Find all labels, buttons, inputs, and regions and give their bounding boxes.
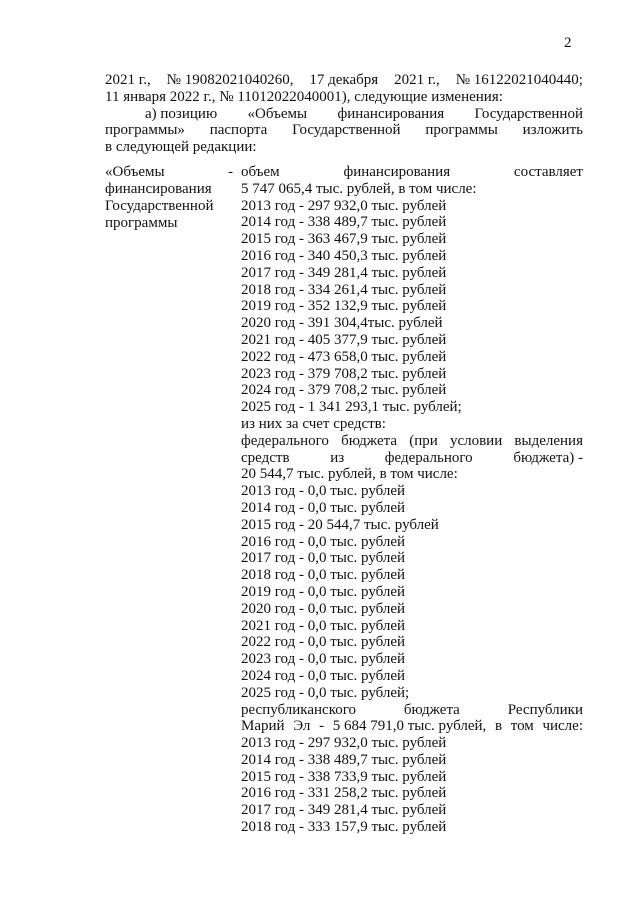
total-word: объем	[241, 164, 280, 180]
year-amount-line: 2022 год - 0,0 тыс. рублей	[241, 634, 406, 651]
intro-line-2: 11 января 2022 г., № 11012022040001), следующие изменения:	[105, 88, 503, 105]
republic-word: -	[319, 718, 325, 735]
year-amount-line: 2024 год - 379 708,2 тыс. рублей	[241, 382, 447, 399]
republic-word: Марий	[241, 718, 285, 735]
federal-line-3: 20 544,7 тыс. рублей, в том числе:	[241, 466, 458, 483]
position-dash: -	[228, 164, 233, 180]
intro-word: № 16122021040440;	[455, 72, 583, 88]
total-line-2: 5 747 065,4 тыс. рублей, в том числе:	[241, 180, 477, 197]
position-content-column	[241, 164, 583, 836]
federal-word: из	[330, 449, 345, 466]
intro-word: 17 декабря	[309, 72, 379, 88]
republic-word: в	[494, 718, 503, 735]
year-amount-line: 2019 год - 352 132,9 тыс. рублей	[241, 298, 447, 315]
year-amount-line: 2014 год - 0,0 тыс. рублей	[241, 499, 406, 516]
sources-heading: из них за счет средств:	[241, 415, 386, 432]
year-amount-line: 2022 год - 473 658,0 тыс. рублей	[241, 348, 447, 365]
year-amount-line: 2023 год - 0,0 тыс. рублей	[241, 651, 406, 668]
year-amount-line: 2019 год - 0,0 тыс. рублей	[241, 583, 406, 600]
intro-word: программы	[425, 122, 498, 139]
intro-word: Государственной	[474, 105, 583, 122]
intro-word: «Объемы	[247, 105, 308, 122]
year-amount-line: 2021 год - 0,0 тыс. рублей	[241, 617, 406, 634]
year-amount-line: 2014 год - 338 489,7 тыс. рублей	[241, 214, 447, 231]
year-amount-line: 2018 год - 333 157,9 тыс. рублей	[241, 819, 447, 836]
year-amount-line: 2015 год - 338 733,9 тыс. рублей	[241, 768, 447, 785]
intro-word: 2021 г.,	[394, 72, 440, 88]
page-number: 2	[564, 35, 572, 51]
year-amount-line: 2021 год - 405 377,9 тыс. рублей	[241, 331, 447, 348]
federal-word: условии	[449, 432, 503, 449]
year-amount-line: 2016 год - 331 258,2 тыс. рублей	[241, 785, 447, 802]
year-amount-line: 2014 год - 338 489,7 тыс. рублей	[241, 751, 447, 768]
intro-word: финансирования	[337, 105, 445, 122]
intro-paragraph	[105, 72, 583, 156]
year-amount-line: 2020 год - 0,0 тыс. рублей	[241, 600, 406, 617]
year-amount-line: 2024 год - 0,0 тыс. рублей	[241, 667, 406, 684]
intro-word: Государственной	[292, 122, 401, 139]
intro-line-4	[105, 122, 583, 139]
republic-word: том	[510, 718, 534, 735]
total-years-list	[241, 198, 583, 416]
intro-word: изложить	[522, 122, 583, 139]
intro-line-3	[105, 106, 583, 123]
year-amount-line: 2013 год - 297 932,0 тыс. рублей	[241, 735, 447, 752]
year-amount-line: 2025 год - 0,0 тыс. рублей;	[241, 684, 410, 701]
year-amount-line: 2017 год - 349 281,4 тыс. рублей	[241, 264, 447, 281]
position-title-word: «Объемы	[105, 164, 165, 180]
federal-word: федерального	[241, 432, 329, 449]
year-amount-line: 2015 год - 20 544,7 тыс. рублей	[241, 516, 439, 533]
total-word: финансирования	[343, 164, 451, 180]
federal-word: (при	[409, 432, 438, 449]
position-title-line-2: финансирования	[105, 181, 212, 197]
position-title-line-3: Государственной	[105, 198, 214, 214]
republic-word: бюджета	[403, 701, 460, 718]
year-amount-line: 2016 год - 340 450,3 тыс. рублей	[241, 247, 447, 264]
total-word: составляет	[513, 164, 583, 180]
republic-word: Эл	[293, 718, 311, 735]
federal-line-1	[241, 433, 583, 450]
federal-word: выделения	[514, 432, 583, 449]
year-amount-line: 2023 год - 379 708,2 тыс. рублей	[241, 365, 447, 382]
federal-word: федерального	[384, 449, 473, 466]
total-line-1	[241, 164, 583, 181]
federal-word: средств	[241, 449, 290, 466]
republic-line-2	[241, 718, 583, 735]
position-title-line-4: программы	[105, 215, 178, 231]
year-amount-line: 2020 год - 391 304,4тыс. рублей	[241, 315, 443, 332]
year-amount-line: 2018 год - 334 261,4 тыс. рублей	[241, 281, 447, 298]
intro-word: 2021 г.,	[105, 72, 151, 88]
intro-word: № 19082021040260,	[166, 72, 294, 88]
federal-word: бюджета) -	[513, 449, 583, 466]
federal-line-2	[241, 450, 583, 467]
year-amount-line: 2013 год - 0,0 тыс. рублей	[241, 483, 406, 500]
intro-word: паспорта	[209, 122, 268, 139]
federal-word: бюджета	[341, 432, 398, 449]
republic-word: Республики	[507, 701, 583, 718]
year-amount-line: 2025 год - 1 341 293,1 тыс. рублей;	[241, 399, 462, 416]
intro-line-5: в следующей редакции:	[105, 139, 257, 156]
federal-years-list	[241, 483, 583, 701]
year-amount-line: 2016 год - 0,0 тыс. рублей	[241, 533, 406, 550]
intro-word: а) позицию	[145, 105, 218, 122]
republic-word: 5 684 791,0 тыс. рублей,	[332, 718, 487, 735]
position-title-column	[105, 164, 233, 232]
year-amount-line: 2017 год - 0,0 тыс. рублей	[241, 550, 406, 567]
republic-line-1	[241, 702, 583, 719]
position-title-line-1	[105, 164, 233, 181]
year-amount-line: 2013 год - 297 932,0 тыс. рублей	[241, 197, 447, 214]
republic-years-list	[241, 735, 583, 836]
intro-line-1	[105, 72, 583, 89]
intro-word: программы»	[105, 122, 185, 139]
year-amount-line: 2018 год - 0,0 тыс. рублей	[241, 567, 406, 584]
year-amount-line: 2017 год - 349 281,4 тыс. рублей	[241, 802, 447, 819]
year-amount-line: 2015 год - 363 467,9 тыс. рублей	[241, 231, 447, 248]
republic-word: числе:	[542, 718, 583, 735]
republic-word: республиканского	[241, 701, 356, 718]
